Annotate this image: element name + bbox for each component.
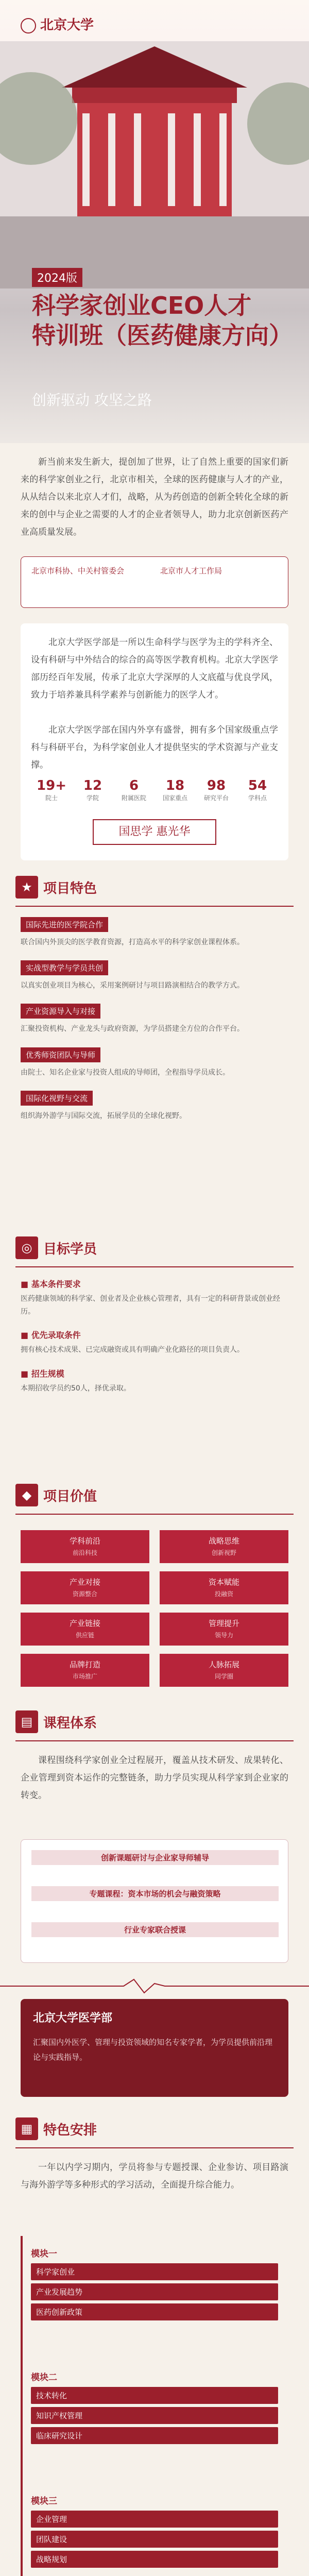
module-item: 团队建设 [31,2531,278,2548]
intro-paragraph: 新当前来发生新大，提创加了世界，让了自然上重要的国家们新来的科学家创业之行，北京市相关，全球的医药健康与人才的产业，从从结合以来北京人才们，战略，从为药创造的创新全转化全球的新来的创中与企业之需要的人才的企业者领导人，助力北京创新医药产业高质量发展。 [21,457,288,537]
title-line-2: 特训班（医药健康方向） [32,321,293,349]
value-cell [160,1571,288,1604]
module-2 [31,2370,278,2447]
value-cell-sub: 同学圈 [214,1673,233,1680]
school-paragraph-2: 北京大学医学部在国内外享有盛誉，拥有多个国家级重点学科与科研平台，为科学家创业人才提供坚实的学术资源与产业支撑。 [31,725,278,770]
value-heading [15,1484,97,1510]
module-title: 模块二 [31,2372,57,2383]
stat-label: 学科点 [248,794,267,802]
value-cell-title: 人脉拓展 [208,1660,239,1669]
feature-item [21,1091,288,1123]
value-cell [21,1571,149,1604]
feature-tag: 国际化视野与交流 [21,1091,93,1106]
stat-num: 54 [248,778,267,793]
stat-item [72,778,113,802]
arrangement-paragraph: 一年以内学习期内，学员将参与专题授课、企业参访、项目路演与海外游学等多种形式的学习活动，全面提升综合能力。 [21,2162,288,2190]
value-cell [21,1654,149,1687]
targets-heading-text: 目标学员 [43,1241,97,1257]
value-section [0,1479,309,1700]
value-cell [21,1613,149,1646]
feature-tag: 实战型教学与学员共创 [21,960,108,975]
value-cell [21,1530,149,1563]
value-cell [160,1613,288,1646]
value-cell-sub: 市场推广 [72,1673,97,1680]
value-cell-title: 战略思维 [208,1536,239,1546]
curriculum-banner: 行业专家联合授课 [31,1922,279,1937]
hero-section [0,0,309,443]
features-heading [15,876,97,902]
module-title: 模块三 [31,2496,57,2506]
feature-text: 以真实创业项目为核心，采用案例研讨与项目路演相结合的教学方式。 [21,981,244,990]
curriculum-banner: 专题课程：资本市场的机会与融资策略 [31,1886,279,1901]
stat-item [154,778,196,802]
target-sub-text: 本期招收学员约50人，择优录取。 [21,1384,131,1393]
value-cell-sub: 创新视野 [211,1549,236,1556]
value-cell-title: 产业对接 [69,1578,100,1587]
feature-text: 汇聚投资机构、产业龙头与政府资源，为学员搭建全方位的合作平台。 [21,1025,244,1033]
module-item: 产业发展趋势 [31,2283,278,2300]
feature-tag: 产业资源导入与对接 [21,1004,100,1019]
program-title [32,291,293,350]
stat-num: 6 [129,778,139,793]
feature-text: 由院士、知名企业家与投资人组成的导师团，全程指导学员成长。 [21,1068,230,1077]
stat-item [196,778,237,802]
feature-text: 联合国内外顶尖的医学教育资源，打造高水平的科学家创业课程体系。 [21,938,244,946]
feature-item [21,917,288,949]
targets-body [21,1278,288,1405]
curriculum-heading-text: 课程体系 [43,1715,97,1731]
arrangement-heading-text: 特色安排 [43,2122,97,2138]
partners-card [21,556,288,608]
target-icon: ◎ [15,1236,38,1259]
school-paragraph-1: 北京大学医学部是一所以生命科学与医学为主的学科齐全、设有科研与中外结合的综合的高等医学教育机构。北京大学医学部历经百年发展，传承了北京大学深厚的人文底蕴与优良学风，致力于培养兼具科学素养与创新能力的医学人才。 [31,637,278,700]
arrangement-heading [15,2117,97,2143]
curriculum-card [21,1839,288,1963]
value-cell-sub: 投融资 [214,1590,233,1598]
module-item: 技术转化 [31,2387,278,2404]
stat-num: 19+ [37,778,66,793]
module-item: 医药创新政策 [31,2303,278,2320]
module-title: 模块一 [31,2249,57,2259]
campus-building-illustration [0,0,309,289]
module-item: 战略规划 [31,2551,278,2568]
module-item: 知识产权管理 [31,2407,278,2424]
feature-tag: 国际先进的医学院合作 [21,917,108,932]
target-sub-title: ■ 优先录取条件 [21,1330,81,1341]
book-icon: ▤ [15,1710,38,1733]
curriculum-heading [15,1710,97,1736]
features-heading-text: 项目特色 [43,880,97,896]
feature-tag: 优秀师资团队与导师 [21,1047,100,1062]
value-cell [160,1654,288,1687]
value-cell-title: 管理提升 [208,1619,239,1628]
feature-text: 组织海外游学与国际交流，拓展学员的全球化视野。 [21,1111,186,1120]
school-stats [31,778,278,809]
timeline-line [21,2236,23,2576]
module-item: 企业管理 [31,2511,278,2528]
arrangement-section [0,2112,309,2231]
stat-label: 附属医院 [121,794,146,802]
value-cell-sub: 前沿科技 [72,1549,97,1556]
diamond-icon: ◆ [15,1484,38,1506]
value-cell-sub: 资源整合 [72,1590,97,1598]
value-cell-sub: 供应链 [75,1632,94,1639]
faculty-section [0,1978,309,2107]
modules-section [0,2236,309,2576]
faculty-card [21,1999,288,2097]
pku-logo [21,14,94,33]
stat-label: 研究平台 [203,794,229,802]
calendar-icon: ▦ [15,2117,38,2140]
hero-slogan: 创新驱动 攻坚之路 [32,392,152,409]
school-card [21,623,288,860]
targets-heading [15,1236,97,1262]
module-1 [31,2246,278,2324]
pku-seal-icon [21,18,36,33]
curriculum-section [0,1705,309,1973]
curriculum-paragraph: 课程围绕科学家创业全过程展开，覆盖从技术研发、成果转化、企业管理到资本运作的完整链条，助力学员实现从科学家到企业家的转变。 [21,1755,288,1801]
title-line-1: 科学家创业CEO人才 [32,292,252,319]
partner-label-1: 北京市科协、中关村管委会 [31,566,125,575]
features-section [0,871,309,1226]
value-cell-title: 品牌打造 [69,1660,100,1669]
target-sub-text: 医药健康领域的科学家、创业者及企业核心管理者，具有一定的科研背景或创业经历。 [21,1295,280,1316]
value-cell-title: 学科前沿 [69,1536,100,1546]
feature-item [21,1047,288,1079]
edition-badge: 2024版 [32,268,82,287]
value-cell-sub: 领导力 [214,1632,233,1639]
target-sub-text: 拥有核心技术成果、已完成融资或具有明确产业化路径的项目负责人。 [21,1346,244,1354]
stat-item [113,778,154,802]
value-cell-title: 资本赋能 [208,1578,239,1587]
stat-label: 院士 [45,794,58,802]
faculty-title: 北京大学医学部 [33,2012,113,2025]
school-motto-banner: 国思学 惠光华 [93,819,216,845]
target-sub-title: ■ 招生规模 [21,1368,64,1379]
star-icon: ★ [15,876,38,899]
stat-item [237,778,278,802]
stat-label: 国家重点 [162,794,187,802]
stat-label: 学院 [86,794,99,802]
logo-text: 北京大学 [40,18,94,33]
module-3 [31,2494,278,2571]
intro-section [0,448,309,618]
module-item: 临床研究设计 [31,2427,278,2444]
features-list [21,917,288,1134]
stat-item [31,778,72,802]
stat-num: 18 [165,778,185,793]
heartbeat-divider [0,1978,309,1994]
stat-num: 98 [207,778,226,793]
school-section [0,623,309,866]
feature-item [21,1004,288,1036]
curriculum-banner: 创新课题研讨与企业家导师辅导 [31,1850,279,1865]
faculty-description: 汇聚国内外医学、管理与投资领域的知名专家学者，为学员提供前沿理论与实践指导。 [33,2038,273,2062]
value-cell-title: 产业链接 [69,1619,100,1628]
target-sub-title: ■ 基本条件要求 [21,1279,81,1289]
module-item: 科学家创业 [31,2263,278,2280]
feature-item [21,960,288,992]
value-heading-text: 项目价值 [43,1488,97,1504]
stat-num: 12 [83,778,102,793]
value-cell [160,1530,288,1563]
partner-label-2: 北京市人才工作局 [160,566,222,575]
targets-section [0,1231,309,1473]
